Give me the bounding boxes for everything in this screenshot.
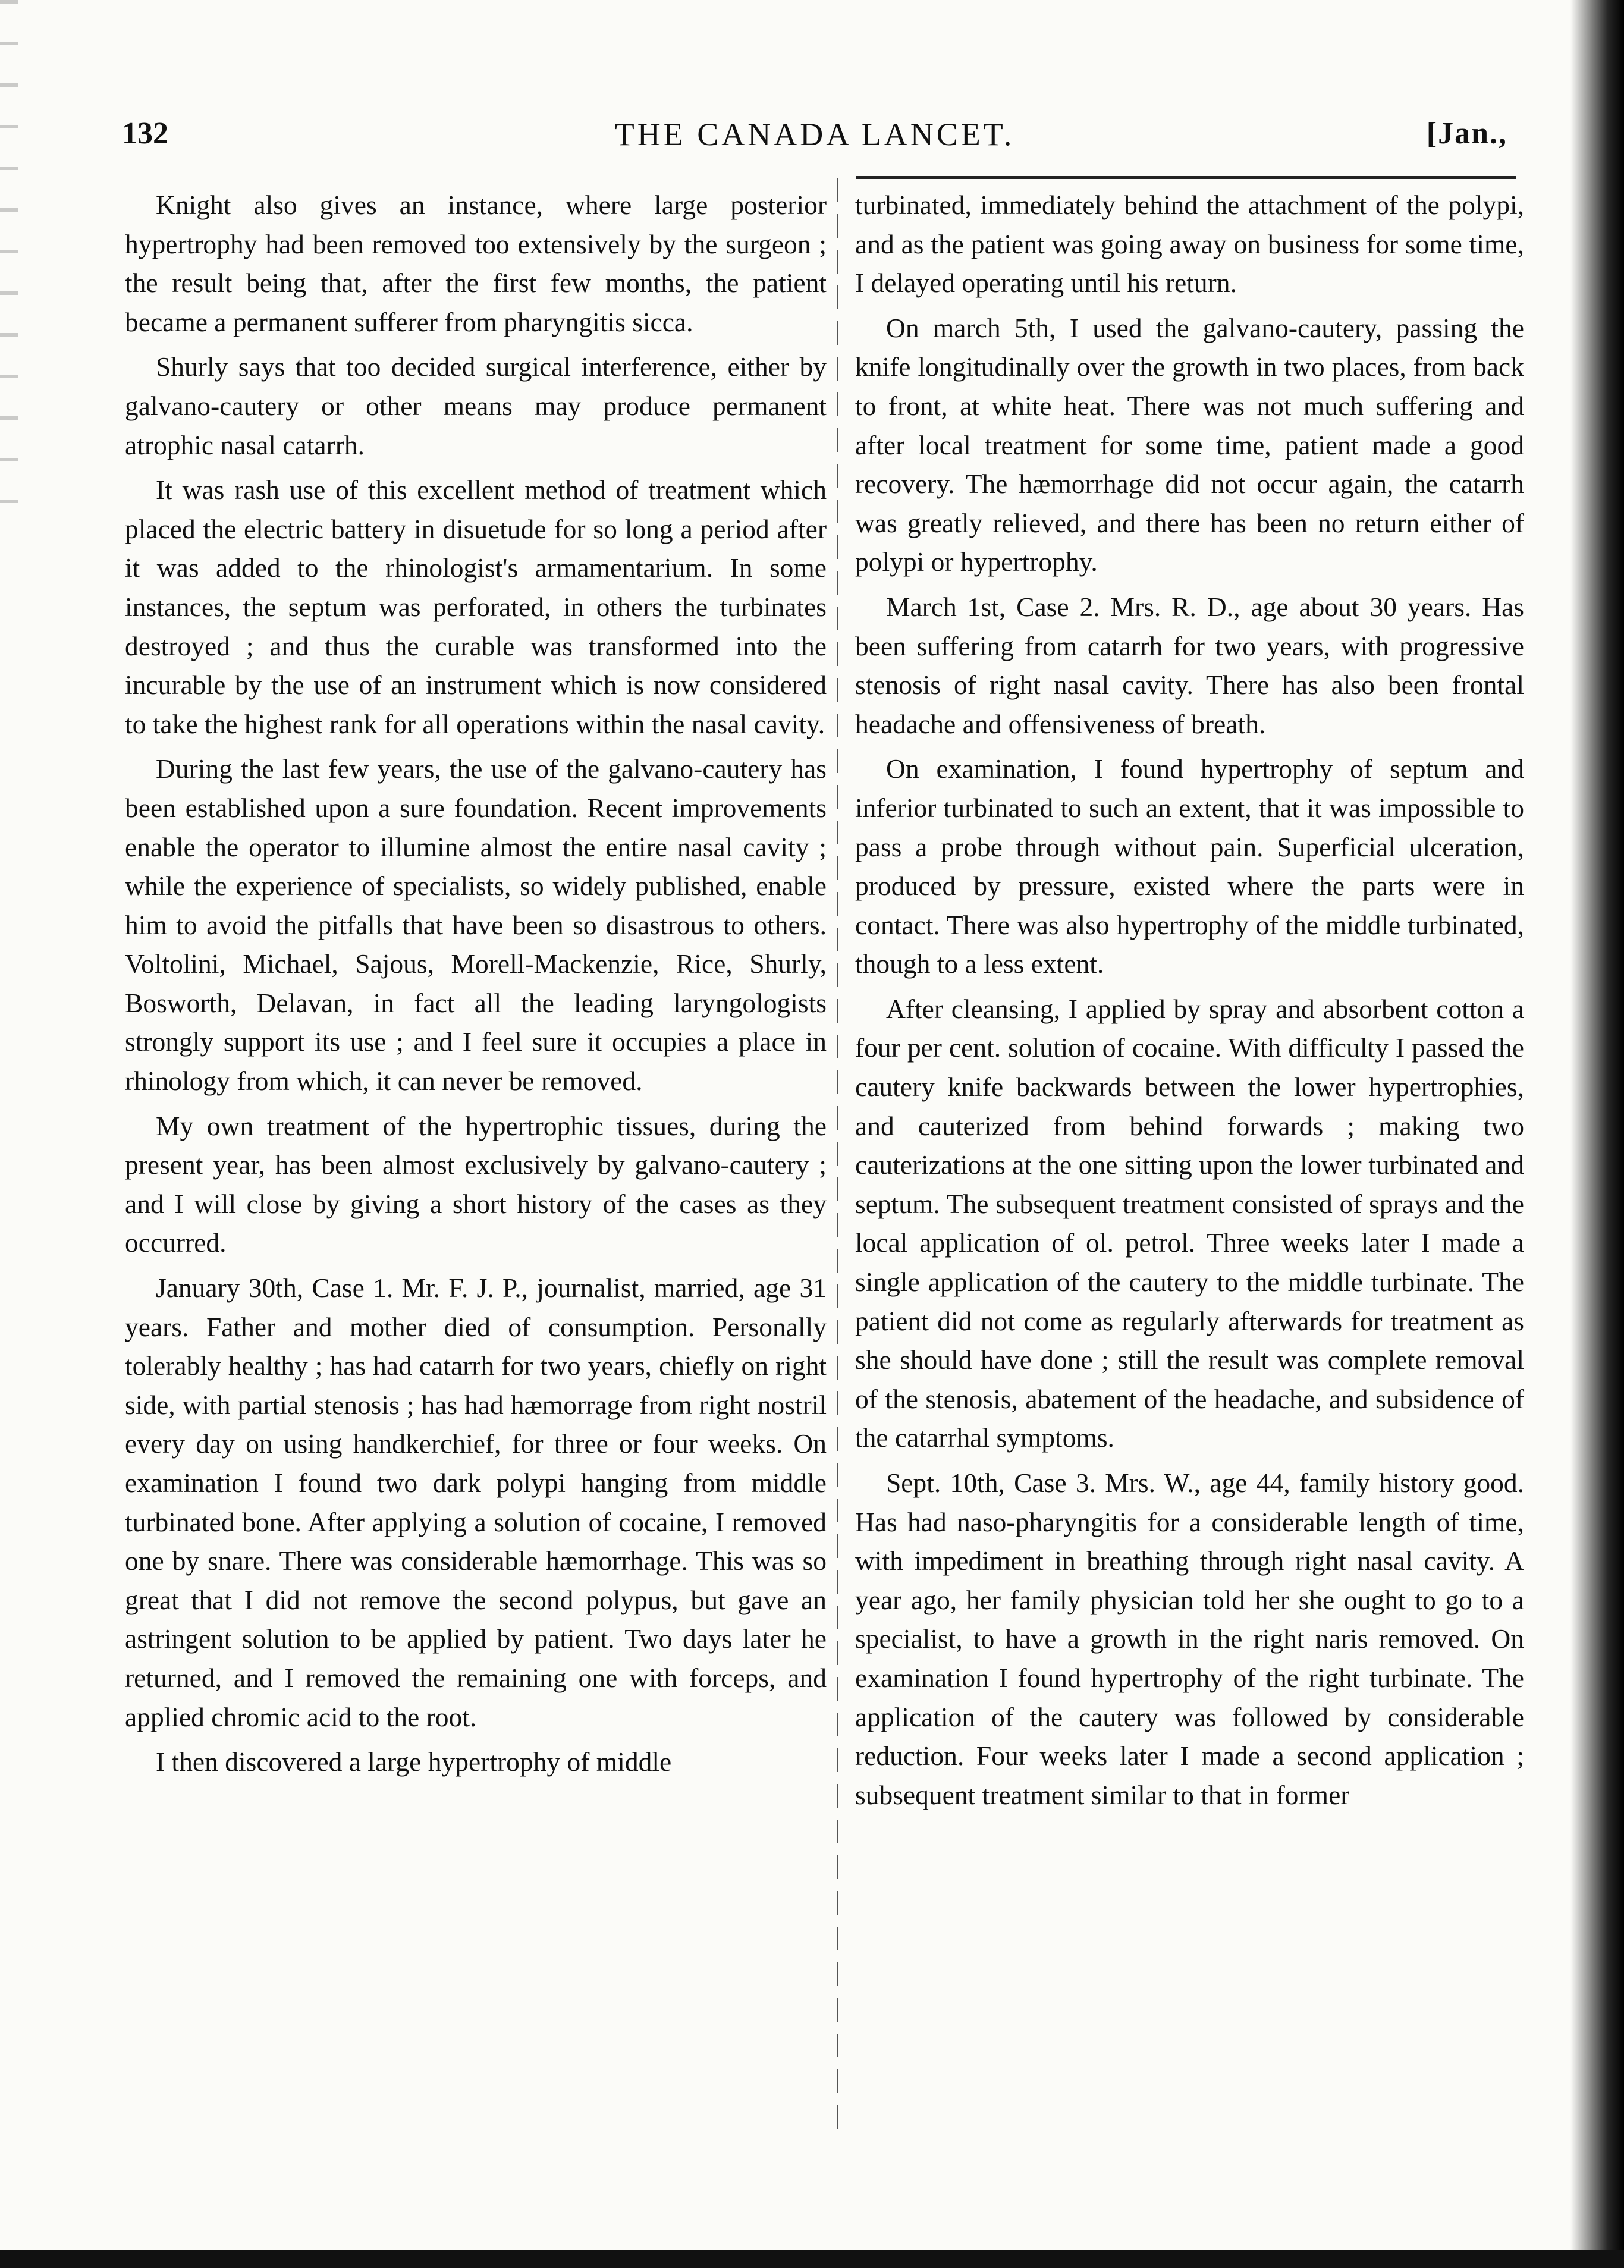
- paragraph: January 30th, Case 1. Mr. F. J. P., journalist, married, age 31 years. Father and mother died of consumption. Personally tolerably healthy ; has had catarrh for two years, chiefly on right side, with partial stenosis ; has had hæmorrage from right nostril every day on using handkerchief, for three or four weeks. On examination I found two dark polypi hanging from middle turbinated bone. After applying a solution of cocaine, I removed one by snare. There was considerable hæmorrhage. This was so great that I did not remove the second polypus, but gave an astringent solution to be applied by patient. Two days later he returned, and I removed the remaining one with forceps, and applied chromic acid to the root.: [125, 1273, 827, 1732]
- paragraph: On march 5th, I used the galvano-cautery, passing the knife longitudinally over the growth in two places, from back to front, at white heat. There was not much suffering and after local treatment for some time, patient made a good recovery. The hæmorrhage did not occur again, the catarrh was greatly relieved, and there has been no return either of polypi or hypertrophy.: [855, 312, 1524, 577]
- margin-specks: [0, 0, 18, 535]
- page-number: 132: [122, 117, 168, 150]
- paragraph: After cleansing, I applied by spray and absorbent cotton a four per cent. solution of cocaine. With difficulty I passed the cautery knife backwards between the lower hypertrophies, and cauterized from behind forwards ; making two cauterizations at the one sitting upon the lower turbinated and septum. The subsequent treatment consisted of sprays and the local application of ol. petrol. Three weeks later I made a single application of the cautery to the middle turbinate. The patient did not come as regularly afterwards for treatment as she should have done ; still the result was complete removal of the stenosis, abatement of the headache, and subsidence of the catarrhal symptoms.: [855, 993, 1524, 1453]
- page-header: [122, 116, 1507, 169]
- scan-edge: [0, 2250, 1624, 2268]
- paragraph: Shurly says that too decided surgical interference, either by galvano-cautery or other means may produce permanent atrophic nasal catarrh.: [125, 351, 827, 460]
- right-column: [855, 186, 1524, 1820]
- left-column: [125, 186, 827, 1788]
- paragraph: Knight also gives an instance, where large posterior hypertrophy had been removed too extensively by the surgeon ; the result being that, after the first few months, the patient became a permanent sufferer from pharyngitis sicca.: [125, 190, 827, 337]
- paragraph: My own treatment of the hypertrophic tissues, during the present year, has been almost exclusively by galvano-cautery ; and I will close by giving a short history of the cases as they occurred.: [125, 1110, 827, 1258]
- paragraph: It was rash use of this excellent method of treatment which placed the electric battery in disuetude for so long a period after it was added to the rhinologist's armamentarium. In some instances, the septum was perforated, in others the turbinates destroyed ; and thus the curable was transformed into the incurable by the use of an instrument which is now considered to take the highest rank for all operations within the nasal cavity.: [125, 475, 827, 739]
- paragraph: On examination, I found hypertrophy of septum and inferior turbinated to such an extent, that it was impossible to pass a probe through without pain. Superficial ulceration, produced by pressure, existed where the parts were in contact. There was also hypertrophy of the middle turbinated, though to a less extent.: [855, 753, 1524, 979]
- column-divider: [837, 178, 838, 2129]
- issue-month: [Jan.,: [1426, 117, 1507, 150]
- paragraph: March 1st, Case 2. Mrs. R. D., age about 30 years. Has been suffering from catarrh for two years, with progressive stenosis of right nasal cavity. There has also been frontal headache and offensiveness of breath.: [855, 591, 1524, 739]
- paragraph: Sept. 10th, Case 3. Mrs. W., age 44, family history good. Has had naso-pharyngitis for a considerable length of time, with impediment in breathing through right nasal cavity. A year ago, her family physician told her she ought to go to a specialist, to have a growth in the right naris removed. On examination I found hypertrophy of the right turbinate. The application of the cautery was followed by considerable reduction. Four weeks later I made a second application ; subsequent treatment similar to that in former: [855, 1468, 1524, 1810]
- running-title: THE CANADA LANCET.: [614, 117, 1015, 152]
- header-rule: [856, 176, 1516, 179]
- binding-shadow: [1570, 0, 1624, 2268]
- paragraph: turbinated, immediately behind the attachment of the polypi, and as the patient was going away on business for some time, I delayed operating until his return.: [855, 190, 1524, 299]
- paragraph: I then discovered a large hypertrophy of middle: [156, 1746, 672, 1777]
- paragraph: During the last few years, the use of the galvano-cautery has been established upon a sure foundation. Recent improvements enable the operator to illumine almost the entire nasal cavity ; while the experience of specialists, so widely published, enable him to avoid the pitfalls that have been so disastrous to others. Voltolini, Michael, Sajous, Morell-Mackenzie, Rice, Shurly, Bosworth, Delavan, in fact all the leading laryngologists strongly support its use ; and I feel sure it occupies a place in rhinology from which, it can never be removed.: [125, 753, 827, 1097]
